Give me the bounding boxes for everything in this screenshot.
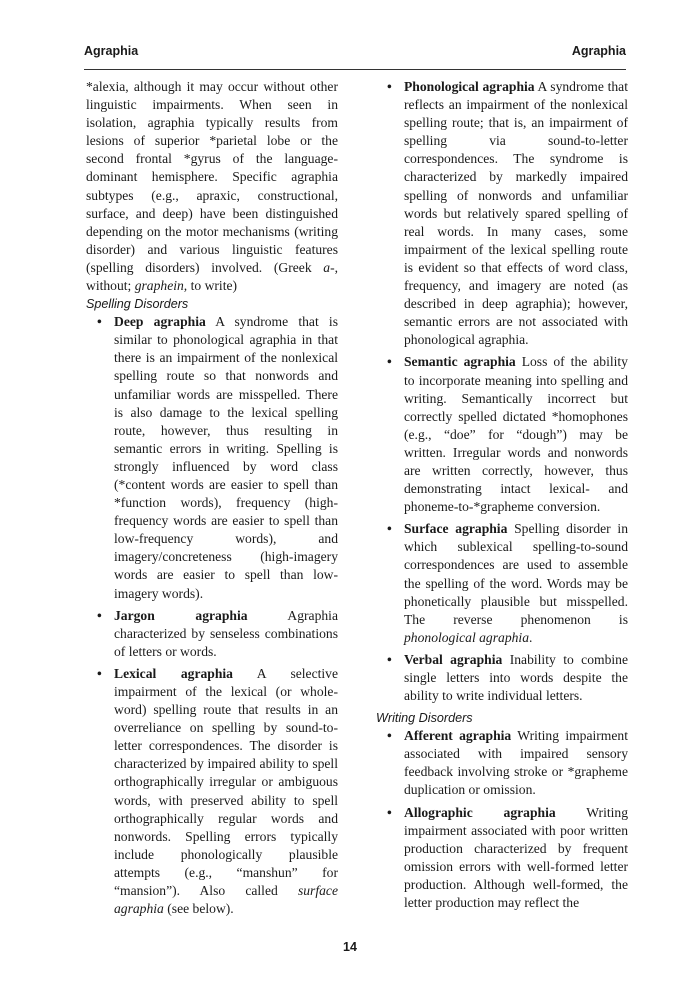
page-number: 14 xyxy=(343,940,357,954)
entry-text: Agraphia characterized by senseless combinations of letters or words. xyxy=(114,607,338,659)
bullet-icon: • xyxy=(97,314,102,330)
entry-term: Surface agraphia xyxy=(404,521,508,537)
entry-italic: phonological agraphia xyxy=(404,629,529,645)
entry-term: Jargon agraphia xyxy=(114,607,248,623)
bullet-icon: • xyxy=(387,354,392,370)
bullet-icon: • xyxy=(387,651,392,667)
bullet-icon: • xyxy=(387,728,392,744)
entry-list xyxy=(86,313,338,918)
entry-text: A selective impairment of the lexical (or whole-word) spelling route that results in an overreliance on spelling by sound-to-letter correspondences. The disorder is characterized by impaired ability to spell orthographically irregular or ambiguous words, with preserved ability to spell orthographically regular words and nonwords. Spelling errors typically include phonologically plausible attempts (e.g., “manshun” for “mansion”). Also called xyxy=(114,665,338,899)
etymology-prefix: a- xyxy=(323,259,335,275)
list-item xyxy=(376,804,628,913)
running-head xyxy=(84,44,626,62)
entry-list xyxy=(376,727,628,912)
entry-text: A syndrome that is similar to phonological agraphia in that there is an impairment of the nonlexical spelling route so that nonwords and unfamiliar words are misspelled. There is also damage to the lexical spelling route, however, thus resulting in semantic errors in writing. Spelling is strongly influenced by word class (*content words are easier to spell than *function words), frequency (high-frequency words are easier to spell than low-frequency words), and imagery/concreteness (high-imagery words are easier to spell than low-imagery words). xyxy=(114,314,338,601)
right-column xyxy=(376,78,628,916)
entry-italic: surface agraphia xyxy=(114,883,338,917)
etymology-root: graphein, xyxy=(134,278,188,294)
entry-term: Deep agraphia xyxy=(114,314,206,330)
running-head-right: Agraphia xyxy=(571,44,626,58)
list-item xyxy=(376,78,628,349)
header-rule xyxy=(84,69,626,70)
bullet-icon: • xyxy=(387,79,392,94)
entry-list xyxy=(376,78,628,705)
entry-text: Writing impairment associated with poor written production characterized by frequent omission errors with well-formed letter production. Although well-formed, the letter production may reflect the xyxy=(404,804,628,911)
etymology-close: to write) xyxy=(187,278,238,294)
bullet-icon: • xyxy=(387,804,392,820)
intro-text: *alexia, although it may occur without other linguistic impairments. When seen in isolation, agraphia typically results from lesions of superior *parietal lobe or the second frontal *gyrus of the language-dominant hemisphere. Specific agraphia subtypes (e.g., apraxic, constructional, surface, and deep) have been distinguished depending on the motor mechanisms (writing disorder) and various linguistic features (spelling disorders) involved. xyxy=(86,79,338,275)
running-head-left: Agraphia xyxy=(84,44,139,58)
entry-text: A syndrome that reflects an impairment of the nonlexical spelling route; that is, an impairment of spelling via sound-to-letter correspondences. The syndrome is characterized by markedly impaired spelling of nonwords and unfamiliar words but relatively spared spelling of real words. In many cases, some impairment of the lexical spelling route is evident so that effects of word class, frequency, and imagery are noted (as described in deep agraphia); however, semantic errors are not associated with phonological agraphia. xyxy=(404,79,628,348)
entry-tail: . xyxy=(529,629,533,645)
entry-term: Afferent agraphia xyxy=(404,728,512,744)
list-item xyxy=(86,313,338,603)
entry-term: Phonological agraphia xyxy=(404,79,535,94)
entry-term: Semantic agraphia xyxy=(404,354,516,370)
etymology-open: (Greek xyxy=(273,259,324,275)
bullet-icon: • xyxy=(97,607,102,623)
section-subhead: Spelling Disorders xyxy=(86,297,189,312)
section-subhead: Writing Disorders xyxy=(376,711,473,726)
entry-text: Inability to combine single letters into words despite the ability to write individual letters. xyxy=(404,651,628,704)
entry-text: Loss of the ability to incorporate meaning into spelling and writing. Semantically incorrect but correctly spelled dictated *homophones (e.g., “doe” for “dough”) may be written. Irregular words and nonwords are written correctly, however, thus demonstrating intact lexical- and phoneme-to-*grapheme conversion. xyxy=(404,354,628,515)
etymology-mid: , without; xyxy=(86,259,338,294)
list-item xyxy=(376,651,628,705)
entry-text: Writing impairment associated with impaired sensory feedback involving stroke or *grapheme duplication or omission. xyxy=(404,728,628,798)
bullet-icon: • xyxy=(387,521,392,537)
list-item xyxy=(376,353,628,516)
entry-text: Spelling disorder in which sublexical spelling-to-sound correspondences are used to assemble the spelling of the word. Words may be phonetically plausible but misspelled. The reverse phenomenon is xyxy=(404,521,628,627)
list-item xyxy=(376,727,628,799)
list-item xyxy=(376,520,628,647)
entry-tail: (see below). xyxy=(163,901,234,917)
intro-paragraph xyxy=(86,78,338,295)
entry-term: Allographic agraphia xyxy=(404,804,556,820)
entry-term: Verbal agraphia xyxy=(404,651,503,667)
list-item xyxy=(86,665,338,918)
entry-term: Lexical agraphia xyxy=(114,665,233,681)
left-column xyxy=(86,78,338,922)
list-item xyxy=(86,607,338,661)
bullet-icon: • xyxy=(97,665,102,681)
